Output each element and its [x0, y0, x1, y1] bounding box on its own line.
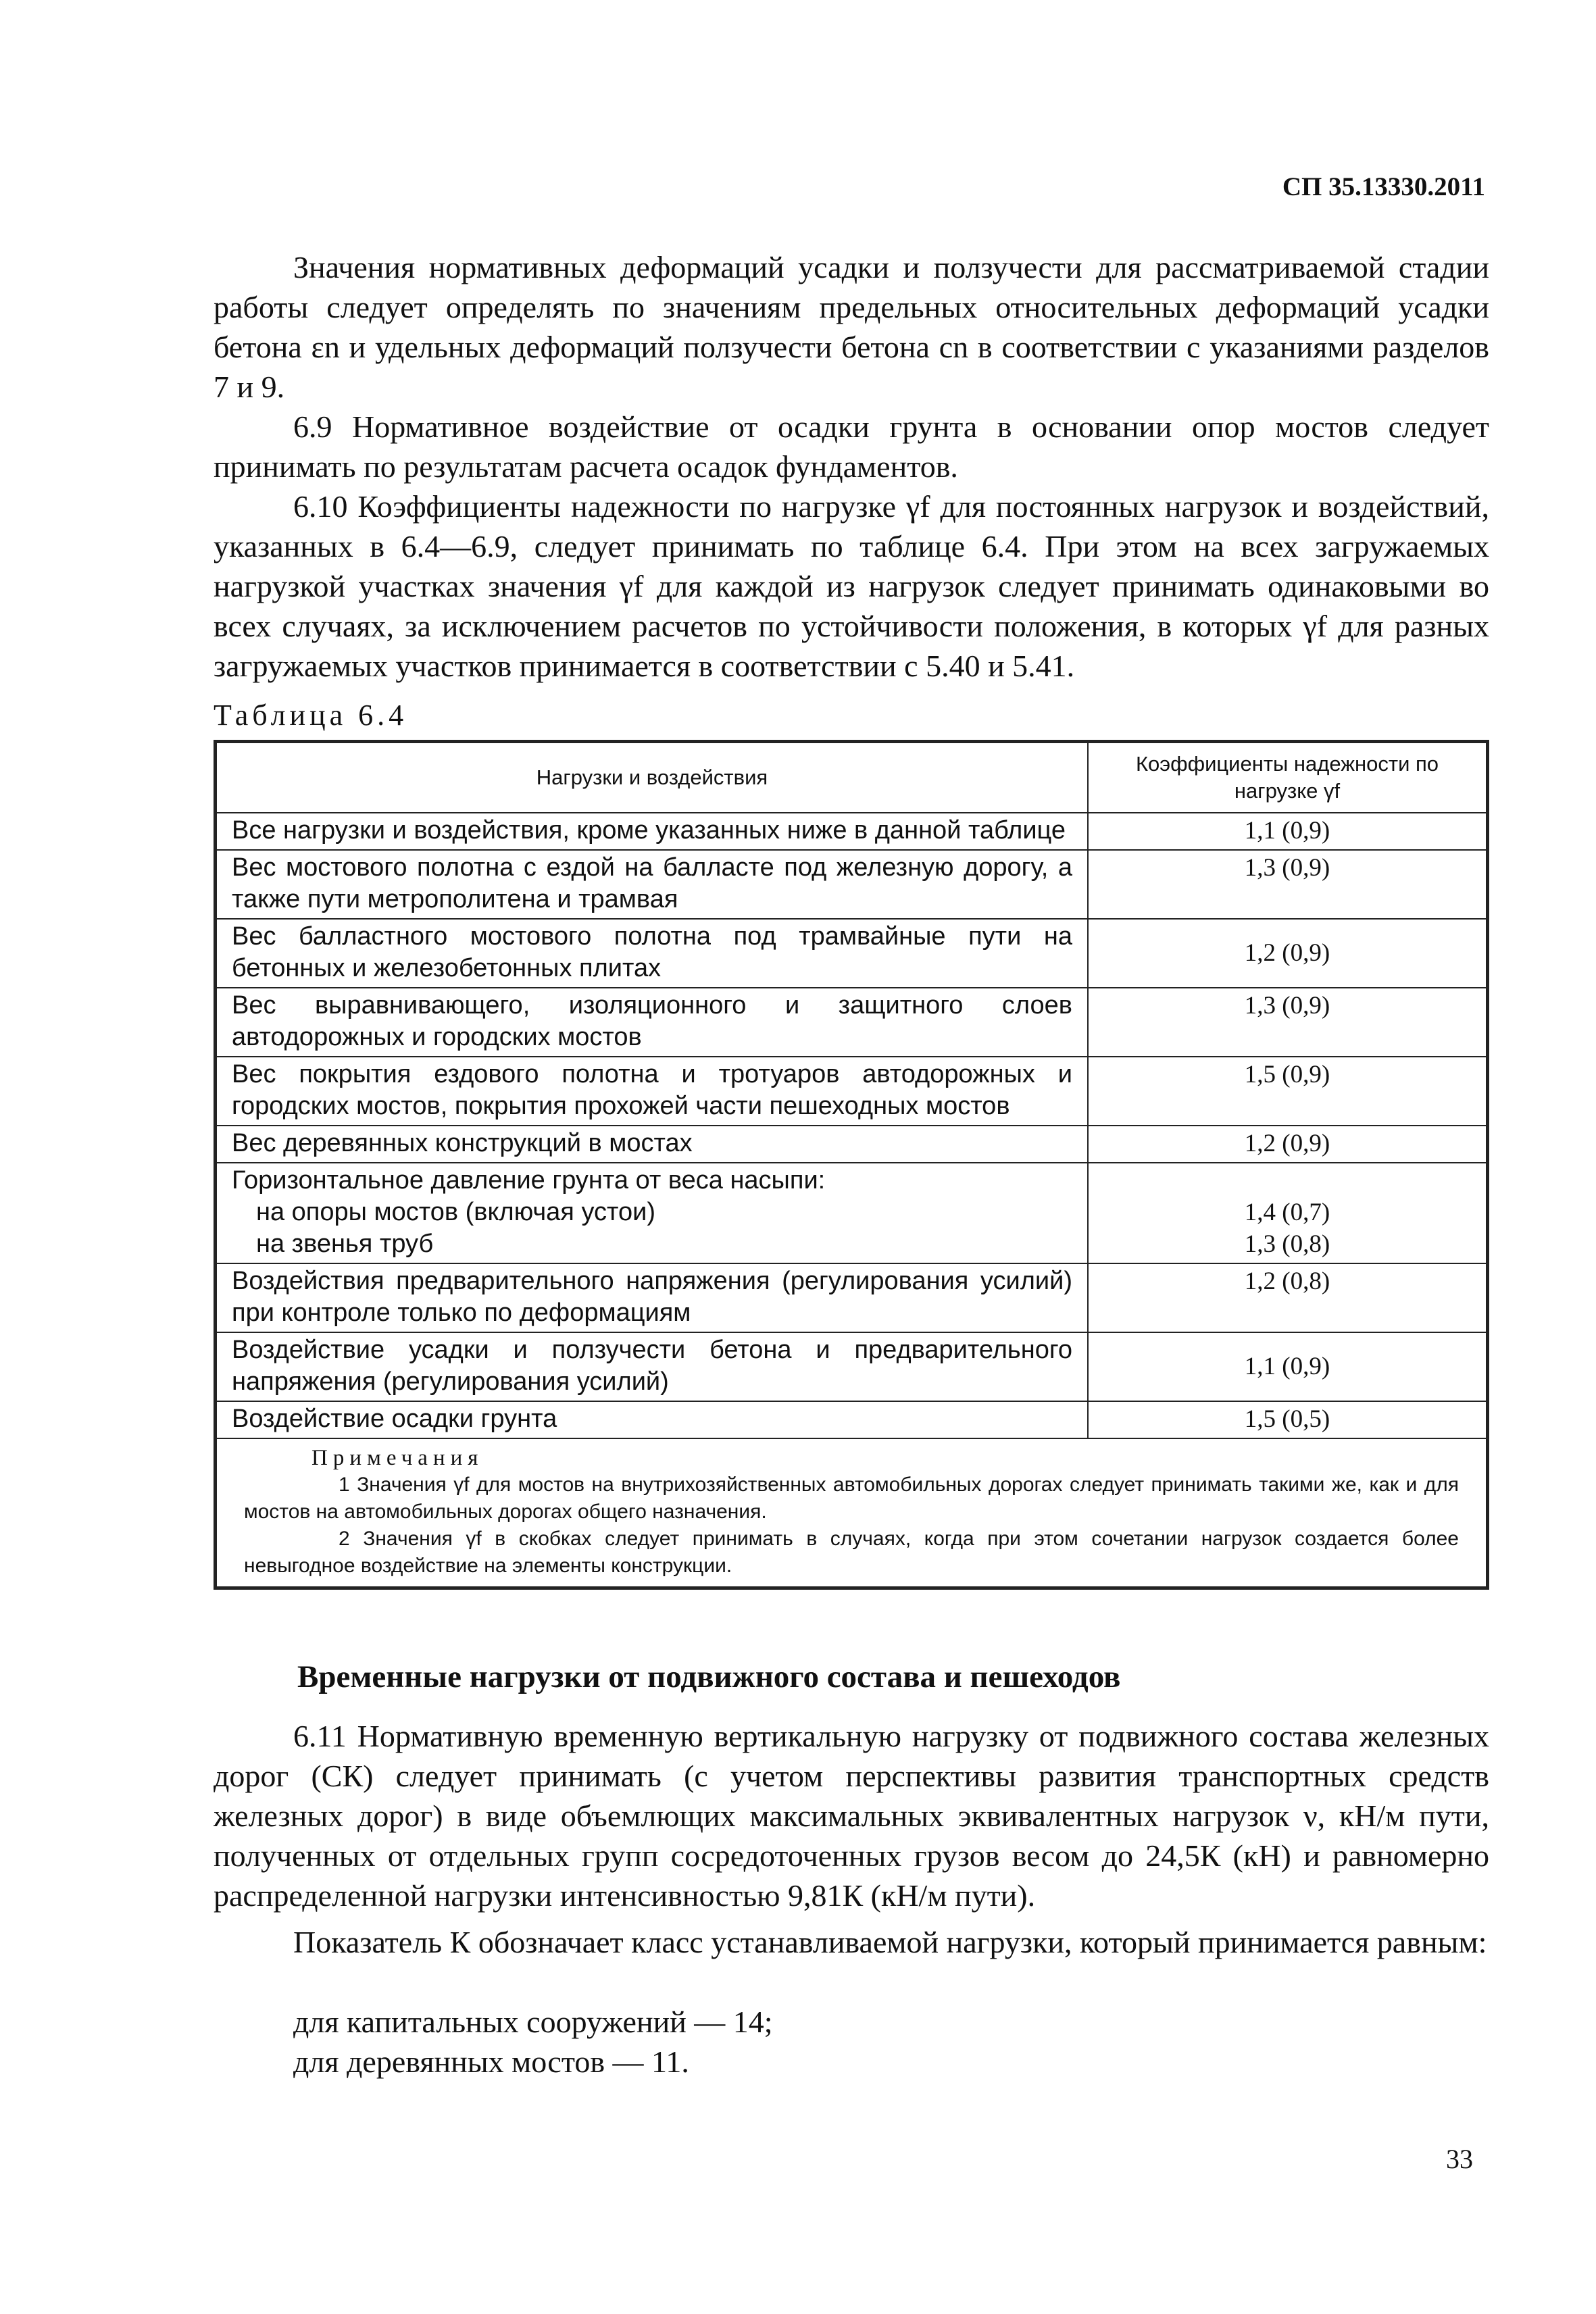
load-cell: Вес мостового полотна с ездой на балласте под железную дорогу, а также пути метрополитена и трамвая [216, 850, 1088, 919]
notes-title: Примечания [311, 1446, 484, 1470]
table-row [216, 1126, 1487, 1163]
table-header-row [216, 743, 1487, 813]
table-caption: Таблица 6.4 [214, 699, 408, 732]
table-6-4 [214, 740, 1489, 1590]
paragraph-6-10: 6.10 Коэффициенты надежности по нагрузке γf для постоянных нагрузок и воздействий, указанных в 6.4—6.9, следует принимать по таблице 6.4. При этом на всех загружаемых нагрузкой участках значения γf для каждой из нагрузок следует принимать одинаковыми во всех случаях, за исключением расчетов по устойчивости положения, в которых γf для разных загружаемых участков принимается в соответствии с 5.40 и 5.41. [214, 489, 1489, 683]
table-notes-row [216, 1438, 1487, 1587]
soil-pressure-sub2: на звенья труб [256, 1230, 434, 1258]
coef-cell: 1,5 (0,9) [1088, 1057, 1487, 1126]
load-cell: Воздействие усадки и ползучести бетона и предварительного напряжения (регулирования усилий) [216, 1332, 1088, 1401]
load-cell: Вес балластного мостового полотна под трамвайные пути на бетонных и железобетонных плитах [216, 919, 1088, 988]
paragraph-6-11: 6.11 Нормативную временную вертикальную нагрузку от подвижного состава железных дорог (СК) следует принимать (с учетом перспективы развития транспортных средств железных дорог) в виде объемлющих максимальных эквивалентных нагрузок ν, кН/м пути, полученных от отдельных групп сосредоточенных грузов весом до 24,5К (кН) и равномерно распределенной нагрузки интенсивностью 9,81К (кН/м пути). [214, 1719, 1489, 1913]
table-row [216, 813, 1487, 850]
coef-cell: 1,2 (0,8) [1088, 1263, 1487, 1332]
soil-pressure-sub1: на опоры мостов (включая устои) [256, 1198, 656, 1226]
table-row [216, 1401, 1487, 1438]
coef-cell: 1,3 (0,9) [1088, 850, 1487, 919]
list-item: для деревянных мостов — 11. [293, 2044, 689, 2079]
load-class-list [214, 2002, 1489, 2082]
coef-cell [1088, 1163, 1487, 1263]
load-cell: Вес выравнивающего, изоляционного и защитного слоев автодорожных и городских мостов [216, 988, 1088, 1057]
header-coef: Коэффициенты надежности по нагрузке γf [1088, 743, 1487, 813]
load-cell: Воздействия предварительного напряжения (регулирования усилий) при контроле только по деформациям [216, 1263, 1088, 1332]
coef-cell: 1,2 (0,9) [1088, 919, 1487, 988]
paragraph-6-9: 6.9 Нормативное воздействие от осадки грунта в основании опор мостов следует принимать по результатам расчета осадок фундаментов. [214, 409, 1489, 484]
standard-id: СП 35.13330.2011 [1282, 172, 1485, 201]
load-cell [216, 1163, 1088, 1263]
coef-cell: 1,1 (0,9) [1088, 813, 1487, 850]
load-cell: Все нагрузки и воздействия, кроме указанных ниже в данной таблице [216, 813, 1088, 850]
table-grid [216, 742, 1487, 1588]
list-item: для капитальных сооружений — 14; [293, 2005, 773, 2039]
load-cell: Воздействие осадки грунта [216, 1401, 1088, 1438]
table-row [216, 1332, 1487, 1401]
page-number: 33 [1446, 2144, 1473, 2174]
load-cell: Вес деревянных конструкций в мостах [216, 1126, 1088, 1163]
note-1: 1 Значения γf для мостов на внутрихозяйственных автомобильных дорогах следует принимать такими же, как и для мостов на автомобильных дорогах общего назначения. [244, 1474, 1459, 1523]
header-load: Нагрузки и воздействия [216, 743, 1088, 813]
load-cell: Вес покрытия ездового полотна и тротуаров автодорожных и городских мостов, покрытия прохожей части пешеходных мостов [216, 1057, 1088, 1126]
note-2: 2 Значения γf в скобках следует принимать в случаях, когда при этом сочетании нагрузок создается более невыгодное воздействие на элементы конструкции. [244, 1528, 1459, 1577]
coef-cell: 1,2 (0,9) [1088, 1126, 1487, 1163]
paragraph-k-class: Показатель К обозначает класс устанавливаемой нагрузки, который принимается равным: [293, 1925, 1487, 1959]
soil-pressure-coef2: 1,3 (0,8) [1244, 1230, 1330, 1258]
section-heading: Временные нагрузки от подвижного состава и пешеходов [297, 1659, 1121, 1694]
soil-pressure-title: Горизонтальное давление грунта от веса насыпи: [232, 1166, 826, 1194]
table-row [216, 1263, 1487, 1332]
table-row [216, 988, 1487, 1057]
table-row-soil-pressure [216, 1163, 1487, 1263]
soil-pressure-coef1: 1,4 (0,7) [1244, 1199, 1330, 1226]
paragraph-intro: Значения нормативных деформаций усадки и ползучести для рассматриваемой стадии работы следует определять по значениям предельных относительных деформаций усадки бетона εn и удельных деформаций ползучести бетона cn в соответствии с указаниями разделов 7 и 9. [214, 250, 1489, 404]
table-notes [216, 1438, 1487, 1587]
coef-cell: 1,5 (0,5) [1088, 1401, 1487, 1438]
table-row [216, 1057, 1487, 1126]
coef-cell: 1,1 (0,9) [1088, 1332, 1487, 1401]
table-row [216, 919, 1487, 988]
table-row [216, 850, 1487, 919]
coef-cell: 1,3 (0,9) [1088, 988, 1487, 1057]
